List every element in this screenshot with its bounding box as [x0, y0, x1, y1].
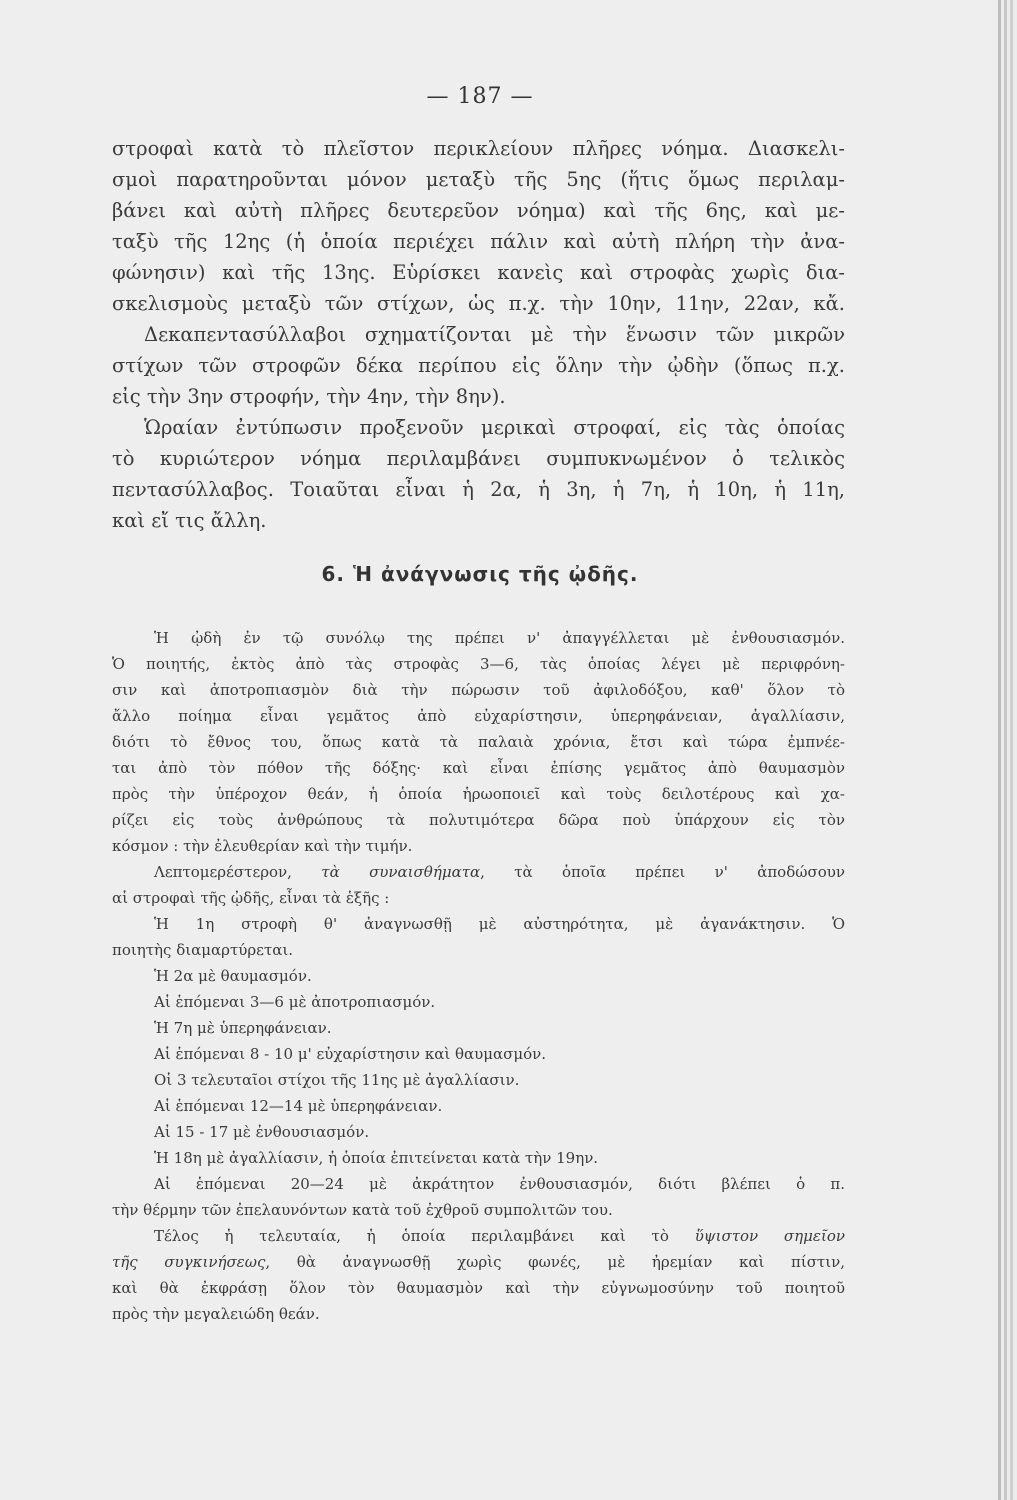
page-edge [998, 0, 1001, 1500]
text-line [112, 1067, 845, 1093]
text-line [112, 1275, 845, 1301]
text-span: Οἱ 3 τελευταῖοι στίχοι τῆς 11ης μὲ ἀγαλλίασιν. [154, 1071, 520, 1089]
text-span: σμοὶ παρατηροῦνται μόνον μεταξὺ τῆς 5ης (ἥτις ὅμως περιλαμ- [112, 168, 845, 191]
text-span: Ἡ 7η μὲ ὑπερηφάνειαν. [154, 1019, 332, 1037]
text-line [112, 412, 845, 443]
text-line [112, 1249, 845, 1275]
page-number: — 187 — [426, 84, 534, 109]
text-span: Ἡ ᾠδὴ ἐν τῷ συνόλῳ της πρέπει ν' ἀπαγγέλλεται μὲ ἐνθουσιασμόν. [154, 629, 845, 647]
text-span: ποιητὴς διαμαρτύρεται. [112, 941, 294, 959]
text-line [112, 319, 845, 350]
text-line [112, 505, 845, 536]
text-span: Ἡ 1η στροφὴ θ' ἀναγνωσθῇ μὲ αὐστηρότητα, μὲ ἀγανάκτησιν. Ὁ [154, 915, 845, 933]
paragraphs-top [112, 133, 845, 536]
text-line [112, 755, 845, 781]
text-span: ταξὺ τῆς 12ης (ἡ ὁποία περιέχει πάλιν καὶ αὐτὴ πλήρη τὴν ἀνα- [112, 230, 845, 253]
text-line [112, 989, 845, 1015]
text-line [112, 911, 845, 937]
text-span: Αἱ ἑπόμεναι 20—24 μὲ ἀκράτητον ἐνθουσιασμόν, διότι βλέπει ὁ π. [154, 1175, 845, 1193]
text-span: τὸ κυριώτερον νόημα περιλαμβάνει συμπυκνωμένον ὁ τελικὸς [112, 447, 845, 470]
text-line [112, 1301, 845, 1327]
text-span: Αἱ 15 - 17 μὲ ἐνθουσιασμόν. [154, 1123, 370, 1141]
text-span: βάνει καὶ αὐτὴ πλῆρες δευτερεῦον νόημα) καὶ τῆς 6ης, καὶ με- [112, 199, 845, 222]
text-line [112, 1041, 845, 1067]
text-span: σιν καὶ ἀποτροπιασμὸν διὰ τὴν πώρωσιν τοῦ ἀφιλοδόξου, καθ' ὅλον τὸ [112, 681, 845, 699]
text-line [112, 781, 845, 807]
text-line [112, 859, 845, 885]
text-line [112, 257, 845, 288]
text-span: Αἱ ἑπόμεναι 3—6 μὲ ἀποτροπιασμόν. [154, 993, 436, 1011]
text-line [112, 133, 845, 164]
text-span: στίχων τῶν στροφῶν δέκα περίπου εἰς ὅλην τὴν ᾠδὴν (ὅπως π.χ. [112, 354, 845, 377]
text-span: πρὸς τὴν μεγαλειώδη θεάν. [112, 1305, 320, 1323]
text-span: Ἡ 18η μὲ ἀγαλλίασιν, ἡ ὁποία ἐπιτείνεται κατὰ τὴν 19ην. [154, 1149, 599, 1167]
page-edge [1010, 0, 1013, 1500]
text-span: Δεκαπεντασύλλαβοι σχηματίζονται μὲ τὴν ἕνωσιν τῶν μικρῶν [144, 323, 845, 346]
text-line [112, 164, 845, 195]
text-span: Τέλος ἡ τελευταία, ἡ ὁποία περιλαμβάνει καὶ τὸ [154, 1227, 695, 1245]
text-span: σκελισμοὺς μεταξὺ τῶν στίχων, ὡς π.χ. τὴν 10ην, 11ην, 22αν, κἄ. [112, 292, 845, 315]
text-span: διότι τὸ ἔθνος του, ὅπως κατὰ τὰ παλαιὰ χρόνια, ἔτσι καὶ τώρα ἐμπνέε- [112, 733, 845, 751]
text-span: Ἡ 2α μὲ θαυμασμόν. [154, 967, 312, 985]
text-span: ρίζει εἰς τοὺς ἀνθρώπους τὰ πολυτιμότερα δῶρα ποὺ ὑπάρχουν εἰς τὸν [112, 811, 845, 829]
text-span: ἄλλο ποίημα εἶναι γεμᾶτος ἀπὸ εὐχαρίστησιν, ὑπερηφάνειαν, ἀγαλλίασιν, [112, 707, 845, 725]
text-span: πρὸς τὴν ὑπέροχον θεάν, ἡ ὁποία ἡρωοποιεῖ καὶ τοὺς δειλοτέρους καὶ χα- [112, 785, 845, 803]
text-span: κόσμον : τὴν ἐλευθερίαν καὶ τὴν τιμήν. [112, 837, 413, 855]
text-span: τὴν θέρμην τῶν ἐπελαυνόντων κατὰ τοῦ ἐχθροῦ συμπολιτῶν του. [112, 1201, 613, 1219]
text-span: Αἱ ἑπόμεναι 8 - 10 μ' εὐχαρίστησιν καὶ θαυμασμόν. [154, 1045, 547, 1063]
text-line [112, 1197, 845, 1223]
text-span: ται ἀπὸ τὸν πόθον τῆς δόξης· καὶ εἶναι ἐπίσης γεμᾶτος ἀπὸ θαυμασμὸν [112, 759, 845, 777]
text-span: Αἱ ἑπόμεναι 12—14 μὲ ὑπερηφάνειαν. [154, 1097, 443, 1115]
text-line [112, 195, 845, 226]
text-span: πεντασύλλαβος. Τοιαῦται εἶναι ἡ 2α, ἡ 3η, ἡ 7η, ἡ 10η, ἡ 11η, [112, 478, 845, 501]
page-edge [1004, 0, 1007, 1500]
text-line [112, 474, 845, 505]
text-span: , τὰ ὁποῖα πρέπει ν' ἀποδώσουν [480, 863, 845, 881]
text-span: φώνησιν) καὶ τῆς 13ης. Εὑρίσκει κανεὶς καὶ στροφὰς χωρὶς δια- [112, 261, 845, 284]
text-span: , θὰ ἀναγνωσθῇ χωρὶς φωνές, μὲ ἠρεμίαν καὶ πίστιν, [265, 1253, 846, 1271]
text-line [112, 651, 845, 677]
text-span: αἱ στροφαὶ τῆς ᾠδῆς, εἶναι τὰ ἑξῆς : [112, 889, 390, 907]
italic-text: τῆς συγκινήσεως [112, 1253, 266, 1271]
text-line [112, 1093, 845, 1119]
text-span: Λεπτομερέστερον, [154, 863, 322, 881]
italic-text: τὰ συναισθήματα [321, 863, 481, 881]
text-line [112, 677, 845, 703]
text-line [112, 937, 845, 963]
text-span: στροφαὶ κατὰ τὸ πλεῖστον περικλείουν πλῆρες νόημα. Διασκελι- [112, 137, 845, 160]
text-line [112, 443, 845, 474]
text-line [112, 833, 845, 859]
text-line [112, 963, 845, 989]
text-span: Ὁ ποιητής, ἐκτὸς ἀπὸ τὰς στροφὰς 3—6, τὰς ὁποίας λέγει μὲ περιφρόνη- [112, 655, 845, 673]
text-line [112, 350, 845, 381]
text-line [112, 381, 845, 412]
text-span: καὶ εἴ τις ἄλλη. [112, 509, 267, 532]
paragraphs-reading [112, 625, 845, 1327]
text-line [112, 1223, 845, 1249]
text-span: καὶ θὰ ἐκφράσῃ ὅλον τὸν θαυμασμὸν καὶ τὴν εὐγνωμοσύνην τοῦ ποιητοῦ [112, 1279, 845, 1297]
text-line [112, 1145, 845, 1171]
text-line [112, 1171, 845, 1197]
text-line [112, 226, 845, 257]
text-line [112, 1119, 845, 1145]
text-line [112, 729, 845, 755]
text-line [112, 1015, 845, 1041]
text-line [112, 288, 845, 319]
italic-text: ὕψιστον σημεῖον [694, 1227, 845, 1245]
text-line [112, 885, 845, 911]
text-span: εἰς τὴν 3ην στροφήν, τὴν 4ην, τὴν 8ην). [112, 385, 506, 408]
text-line [112, 807, 845, 833]
section-heading: 6. Ἡ ἀνάγνωσις τῆς ᾠδῆς. [321, 562, 639, 586]
text-span: Ὡραίαν ἐντύπωσιν προξενοῦν μερικαὶ στροφαί, εἰς τὰς ὁποίας [144, 416, 845, 439]
text-line [112, 625, 845, 651]
text-line [112, 703, 845, 729]
